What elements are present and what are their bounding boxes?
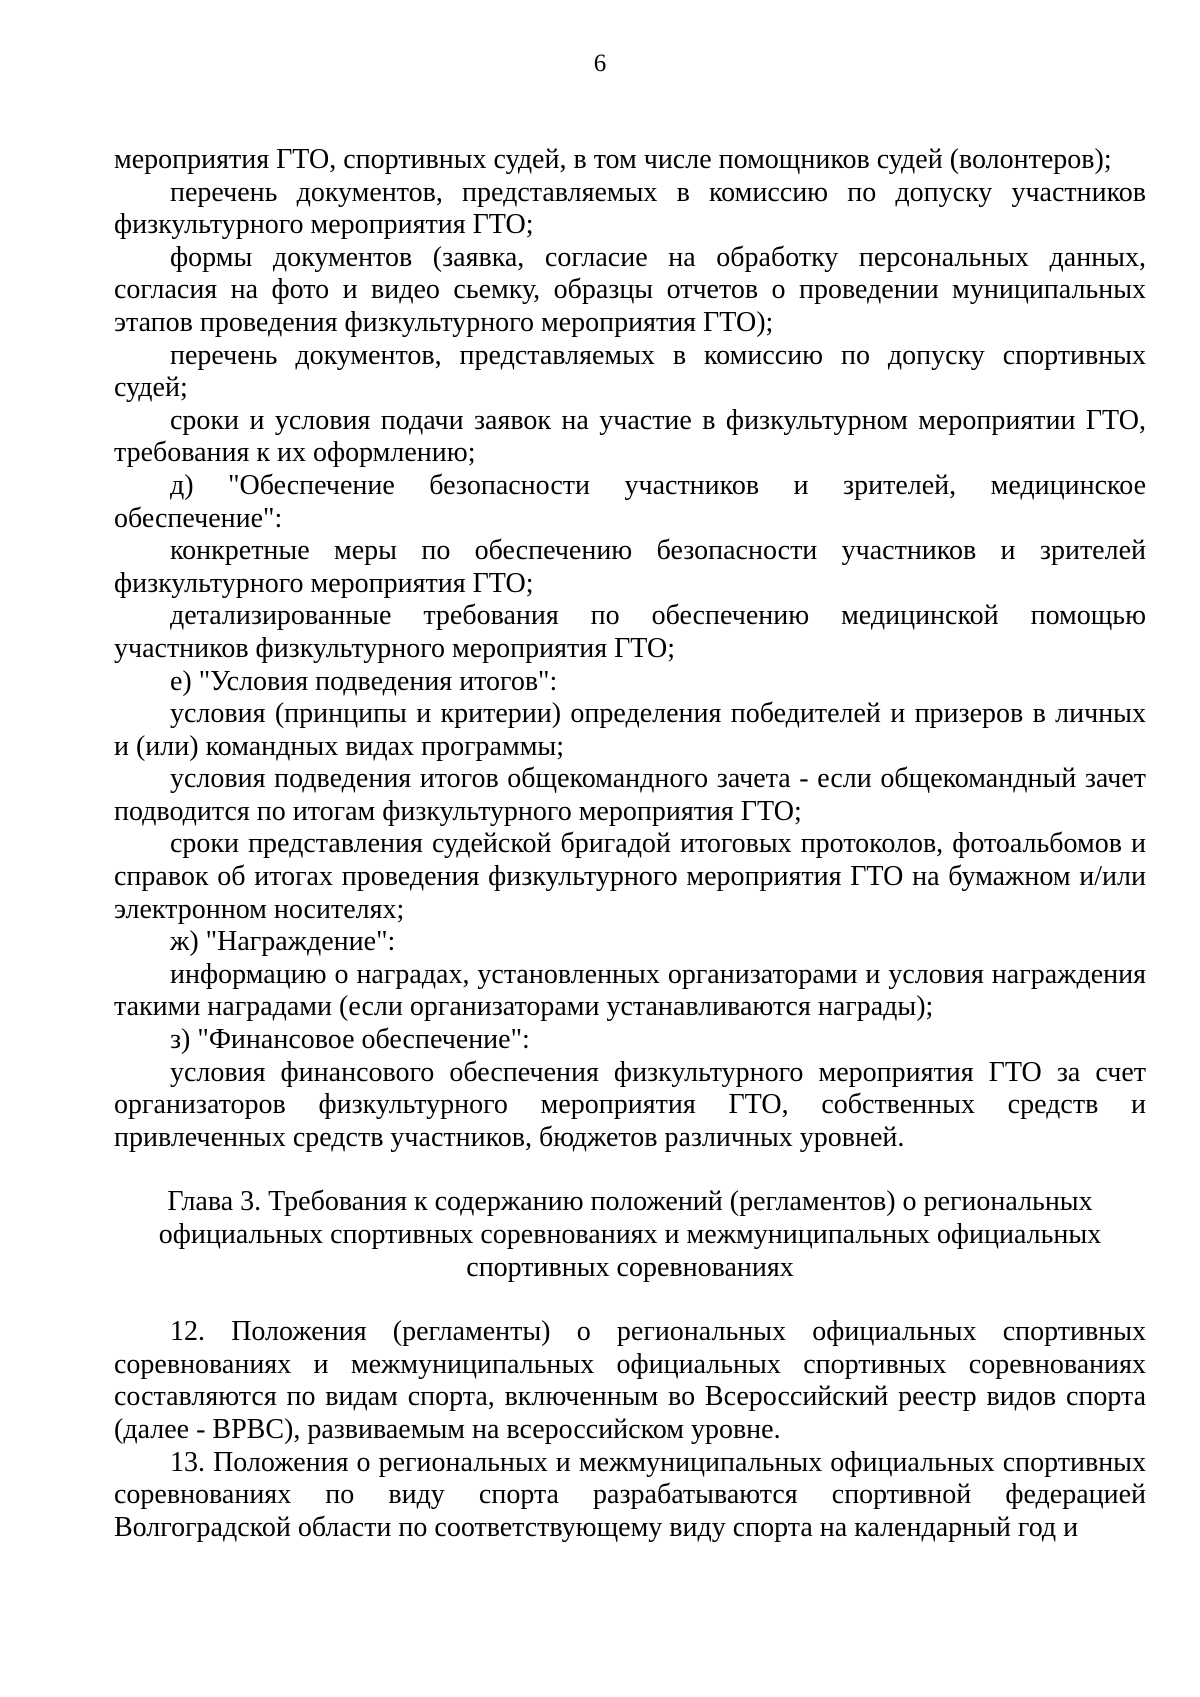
paragraph: з) "Финансовое обеспечение": bbox=[170, 1024, 530, 1056]
paragraph: сроки и условия подачи заявок на участие в физкультурном мероприятии ГТО, требования к их оформлению; bbox=[114, 404, 1146, 469]
paragraph: д) "Обеспечение безопасности участников и зрителей, медицинское обеспечение": bbox=[114, 469, 1146, 534]
paragraph: информацию о наградах, установленных организаторами и условия награждения такими наградами (если организаторами устанавливаются награды); bbox=[114, 958, 1146, 1023]
paragraph: 13. Положения о региональных и межмуниципальных официальных спортивных соревнованиях по виду спорта разрабатываются спортивной федерацией Волгоградской области по соответствующему виду спорта на календарный год и bbox=[114, 1446, 1146, 1543]
chapter-heading-line: официальных спортивных соревнованиях и межмуниципальных официальных bbox=[158, 1219, 1102, 1250]
paragraph: перечень документов, представляемых в комиссию по допуску спортивных судей; bbox=[114, 339, 1146, 404]
paragraph: условия финансового обеспечения физкультурного мероприятия ГТО за счет организаторов физкультурного мероприятия ГТО, собственных средств и привлеченных средств участников, бюджетов различных уровней. bbox=[114, 1056, 1146, 1153]
paragraph-group-top bbox=[114, 144, 1146, 1154]
paragraph: условия подведения итогов общекомандного зачета - если общекомандный зачет подводится по итогам физкультурного мероприятия ГТО; bbox=[114, 763, 1146, 827]
paragraph: 12. Положения (регламенты) о региональных официальных спортивных соревнованиях и межмуниципальных официальных спортивных соревнованиях составляются по видам спорта, включенным во Всероссийский реестр видов спорта (далее - ВРВС), развиваемым на всероссийском уровне. bbox=[114, 1316, 1146, 1445]
paragraph-group-bottom bbox=[114, 1316, 1146, 1544]
paragraph: мероприятия ГТО, спортивных судей, в том числе помощников судей (волонтеров); bbox=[114, 144, 1112, 175]
chapter-heading-line: Глава 3. Требования к содержанию положений (регламентов) о региональных bbox=[167, 1186, 1093, 1218]
document-body bbox=[114, 144, 1146, 1544]
paragraph: ж) "Награждение": bbox=[170, 926, 396, 958]
paragraph: условия (принципы и критерии) определения победителей и призеров в личных и (или) командных видах программы; bbox=[114, 698, 1146, 762]
paragraph: формы документов (заявка, согласие на обработку персональных данных, согласия на фото и видео сьемку, образцы отчетов о проведении муниципальных этапов проведения физкультурного мероприятия ГТО); bbox=[114, 241, 1146, 338]
chapter-heading bbox=[114, 1186, 1146, 1284]
chapter-heading-line: спортивных соревнованиях bbox=[466, 1251, 794, 1283]
paragraph: перечень документов, представляемых в комиссию по допуску участников физкультурного мероприятия ГТО; bbox=[114, 176, 1146, 241]
paragraph: конкретные меры по обеспечению безопасности участников и зрителей физкультурного мероприятия ГТО; bbox=[114, 535, 1146, 599]
paragraph: е) "Условия подведения итогов": bbox=[170, 665, 558, 697]
paragraph: детализированные требования по обеспечению медицинской помощью участников физкультурного мероприятия ГТО; bbox=[114, 600, 1146, 664]
page-number: 6 bbox=[593, 50, 607, 77]
paragraph: сроки представления судейской бригадой итоговых протоколов, фотоальбомов и справок об итогах проведения физкультурного мероприятия ГТО на бумажном и/или электронном носителях; bbox=[114, 828, 1146, 925]
